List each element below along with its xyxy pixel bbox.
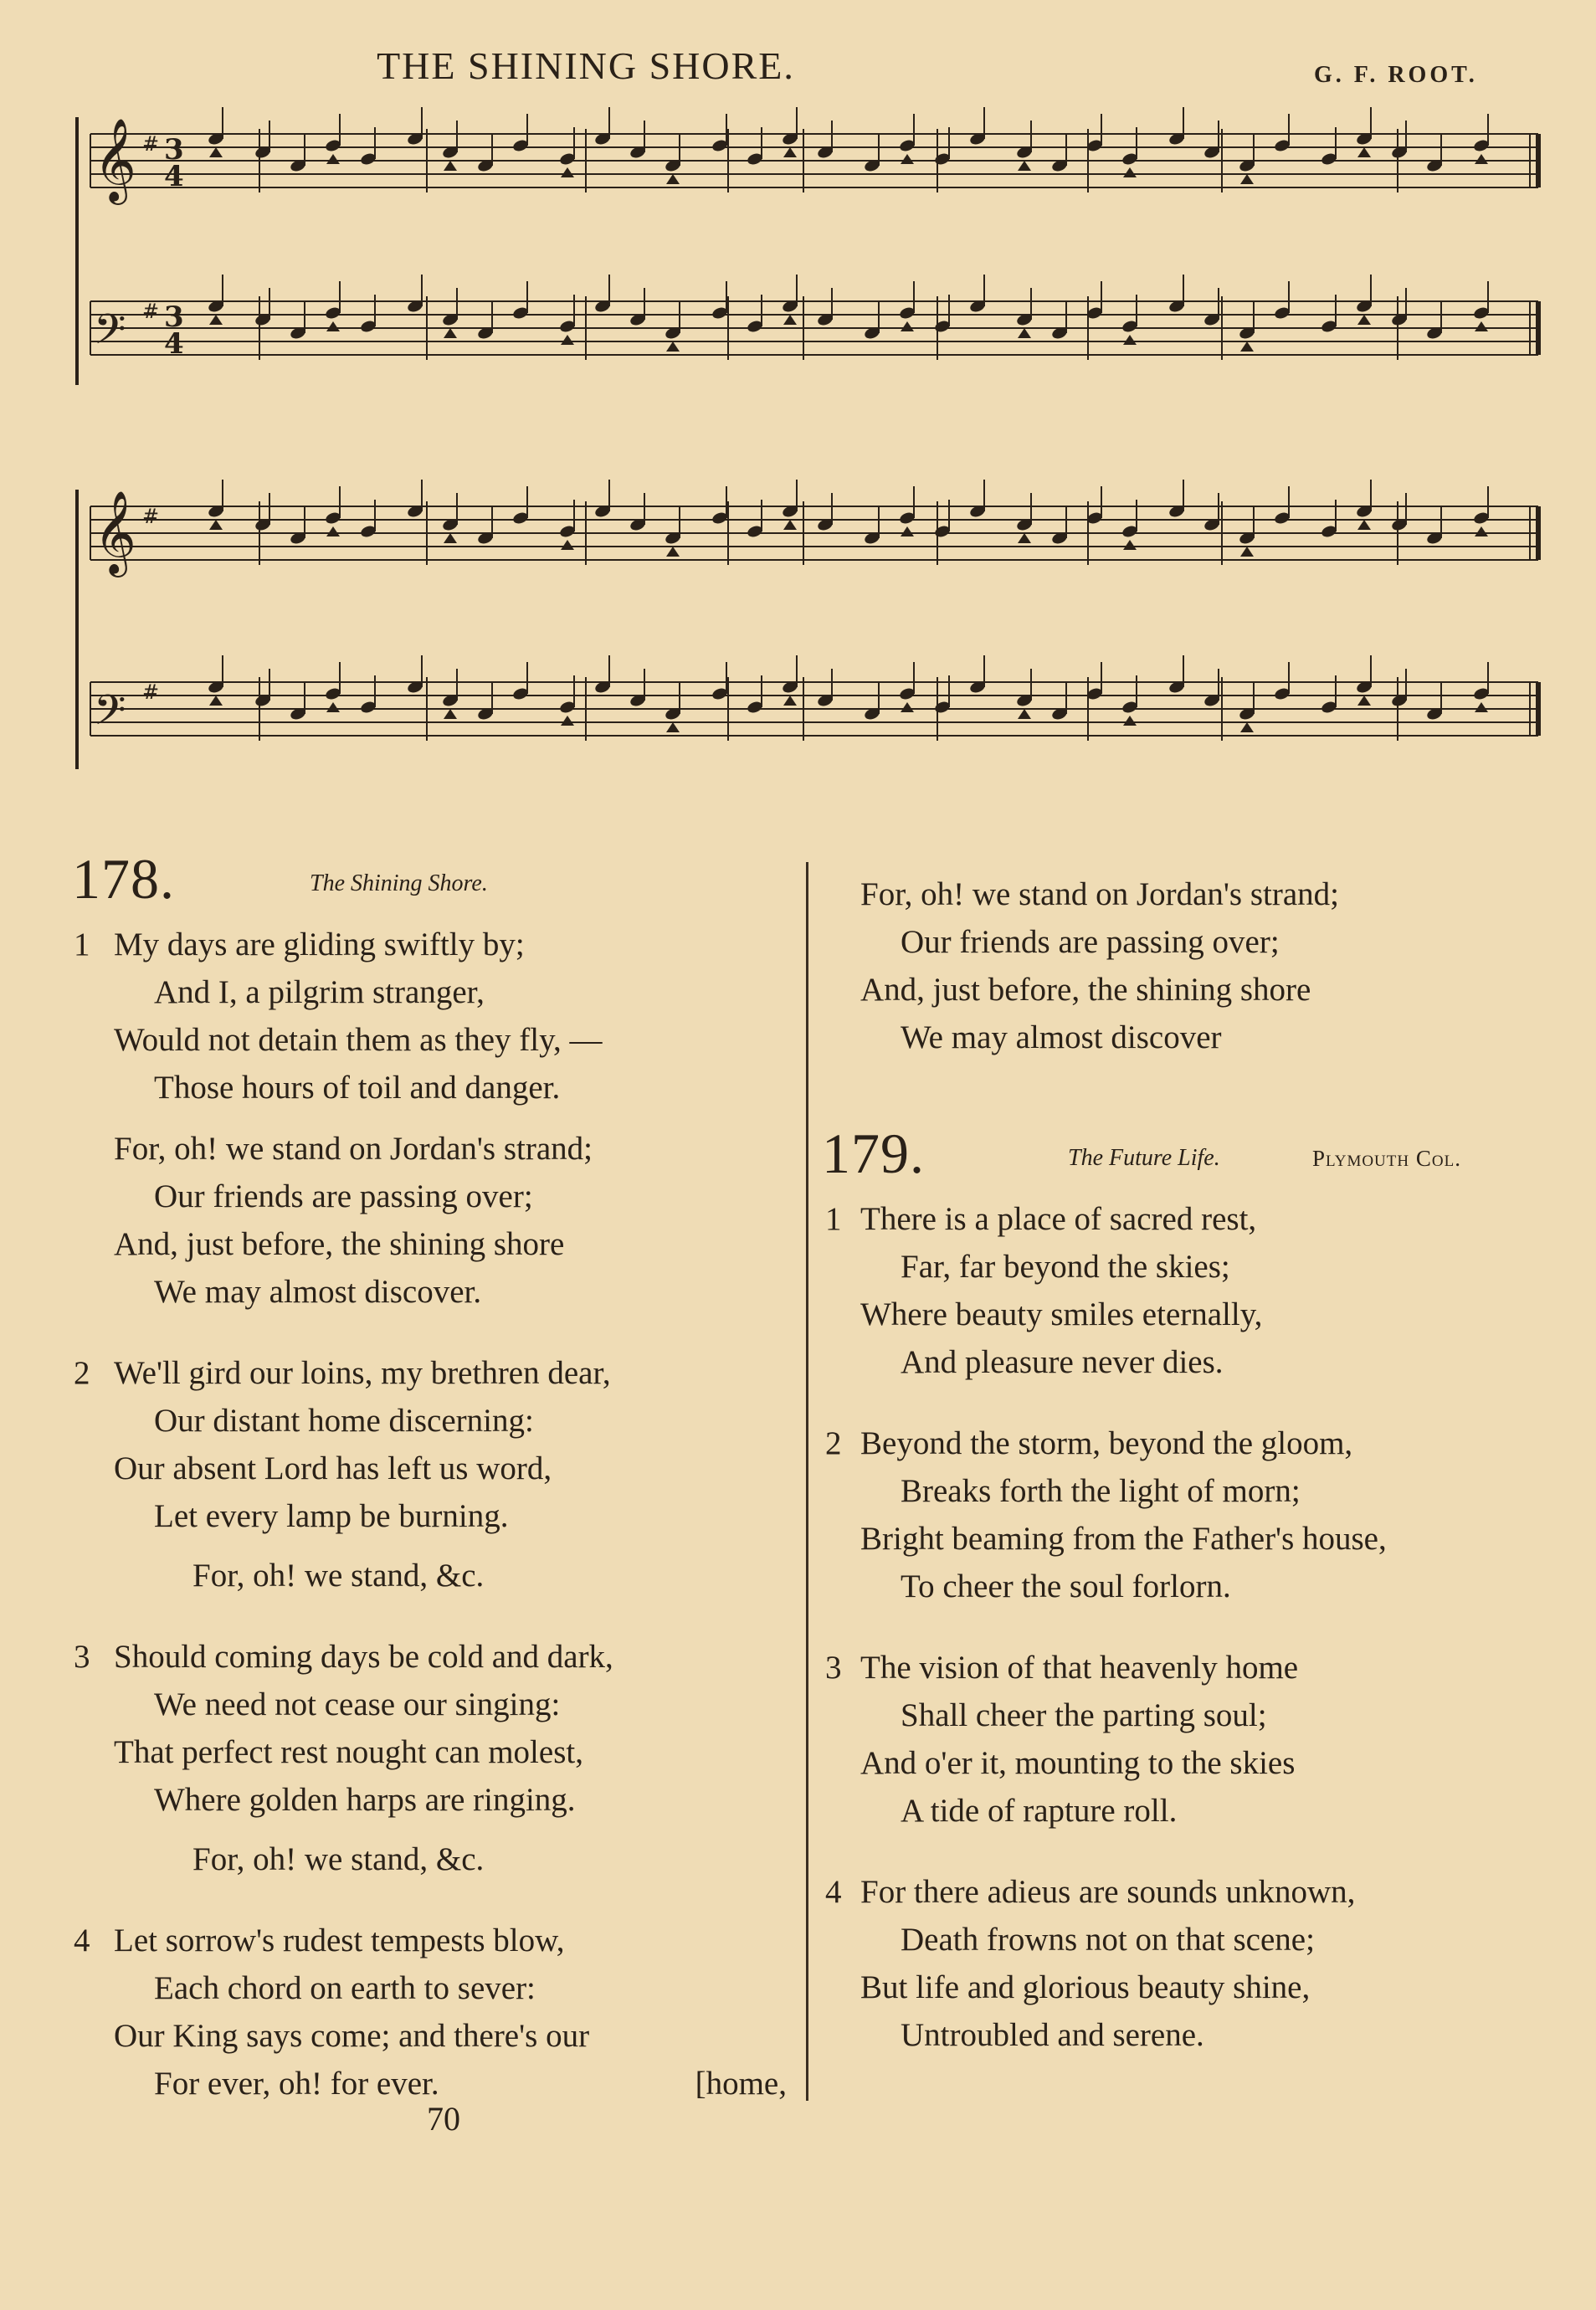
chorus-line: For, oh! we stand on Jordan's strand; xyxy=(860,876,1339,912)
verse-line: 2 We'll gird our loins, my brethren dear, xyxy=(74,1355,611,1391)
verse-line: Where golden harps are ringing. xyxy=(154,1782,576,1818)
svg-text:#: # xyxy=(142,300,160,323)
svg-text:#: # xyxy=(142,505,160,528)
svg-text:𝄞: 𝄞 xyxy=(94,118,136,202)
chorus-line: Our friends are passing over; xyxy=(901,924,1280,960)
verse-line: Each chord on earth to sever: xyxy=(154,1970,536,2006)
hymn-number: 179. xyxy=(822,1122,925,1185)
verse-line: For ever, oh! for ever. [home, xyxy=(67,2060,803,2107)
chorus-line: And, just before, the shining shore xyxy=(860,972,1311,1008)
verse-line: Our absent Lord has left us word, xyxy=(114,1450,552,1486)
verse-line: That perfect rest nought can molest, xyxy=(114,1734,583,1770)
verse-line: And o'er it, mounting to the skies xyxy=(860,1745,1296,1781)
verse-line: Far, far beyond the skies; xyxy=(901,1249,1230,1285)
chorus-line: We may almost discover xyxy=(901,1019,1222,1055)
page-number: 70 xyxy=(427,2100,460,2138)
stanza-4 xyxy=(819,1868,1555,2059)
svg-text:𝄢: 𝄢 xyxy=(94,305,126,364)
svg-text:#: # xyxy=(142,680,160,704)
score-svg xyxy=(0,456,1596,808)
verse-line: 4 Let sorrow's rudest tempests blow, xyxy=(74,1922,565,1958)
turnover-bracket: [home, xyxy=(695,2066,787,2102)
svg-text:#: # xyxy=(142,132,160,156)
verse-line: And pleasure never dies. xyxy=(901,1344,1224,1380)
chorus-line: We may almost discover. xyxy=(154,1274,482,1310)
verse-line: Let every lamp be burning. xyxy=(154,1498,509,1534)
verse-line: 3 The vision of that heavenly home xyxy=(825,1650,1299,1686)
verse-line: A tide of rapture roll. xyxy=(901,1793,1178,1829)
verse-line: Death frowns not on that scene; xyxy=(901,1922,1315,1958)
verse-line: Breaks forth the light of morn; xyxy=(901,1473,1301,1509)
chorus-continuation xyxy=(819,870,1555,1061)
verse-line: 1 My days are gliding swiftly by; xyxy=(74,927,525,963)
hymn-source: Plymouth Col. xyxy=(1312,1146,1461,1171)
verse-line: Our distant home discerning: xyxy=(154,1403,534,1439)
column-divider xyxy=(806,862,808,2101)
stanza-3 xyxy=(67,1633,803,1883)
verse-line: 1 There is a place of sacred rest, xyxy=(825,1201,1257,1237)
svg-text:𝄞: 𝄞 xyxy=(94,490,136,574)
refrain-line: For, oh! we stand, &c. xyxy=(192,1841,485,1877)
verse-line: And I, a pilgrim stranger, xyxy=(154,974,485,1010)
chorus-line: And, just before, the shining shore xyxy=(114,1226,565,1262)
verse-line: Would not detain them as they fly, — xyxy=(114,1022,603,1058)
verse-line: 4 For there adieus are sounds unknown, xyxy=(825,1874,1356,1910)
verse-line: Untroubled and serene. xyxy=(901,2017,1204,2053)
verse-line: 2 Beyond the storm, beyond the gloom, xyxy=(825,1425,1353,1461)
verse-line: Those hours of toil and danger. xyxy=(154,1070,561,1106)
stanza-4 xyxy=(67,1917,803,2107)
hymn-number: 178. xyxy=(72,847,175,911)
score-svg xyxy=(0,100,1596,385)
svg-text:3: 3 xyxy=(164,300,184,334)
hymn-heading xyxy=(67,845,803,921)
hymn-178 xyxy=(67,845,803,2141)
verse-line: To cheer the soul forlorn. xyxy=(901,1568,1231,1604)
music-score-system-2 xyxy=(0,456,1596,808)
verse-line: 3 Should coming days be cold and dark, xyxy=(74,1639,613,1675)
music-score-system-1 xyxy=(0,100,1596,385)
stanza-1 xyxy=(67,921,803,1316)
stanza-1 xyxy=(819,1195,1555,1386)
stanza-2 xyxy=(819,1419,1555,1610)
stanza-3 xyxy=(819,1644,1555,1835)
verse-line: Shall cheer the parting soul; xyxy=(901,1697,1267,1733)
refrain-line: For, oh! we stand, &c. xyxy=(192,1558,485,1594)
svg-text:4: 4 xyxy=(164,327,184,361)
stanza-2 xyxy=(67,1349,803,1599)
verse-line: Where beauty smiles eternally, xyxy=(860,1296,1263,1332)
svg-text:4: 4 xyxy=(164,160,184,193)
hymn-heading xyxy=(819,1120,1555,1195)
svg-text:3: 3 xyxy=(164,133,184,167)
chorus-line: Our friends are passing over; xyxy=(154,1178,533,1214)
page-title: THE SHINING SHORE. xyxy=(377,44,795,87)
hymn-subtitle: The Future Life. xyxy=(1068,1145,1220,1171)
verse-line: We need not cease our singing: xyxy=(154,1686,561,1722)
composer-name: G. F. ROOT. xyxy=(1314,62,1478,88)
verse-line: Bright beaming from the Father's house, xyxy=(860,1521,1387,1557)
verse-line: But life and glorious beauty shine, xyxy=(860,1969,1311,2005)
verse-line: Our King says come; and there's our xyxy=(114,2018,590,2054)
svg-text:𝄢: 𝄢 xyxy=(94,686,126,745)
hymn-179-column xyxy=(819,845,1555,2092)
chorus-line: For, oh! we stand on Jordan's strand; xyxy=(114,1131,593,1167)
hymn-subtitle: The Shining Shore. xyxy=(310,870,488,896)
